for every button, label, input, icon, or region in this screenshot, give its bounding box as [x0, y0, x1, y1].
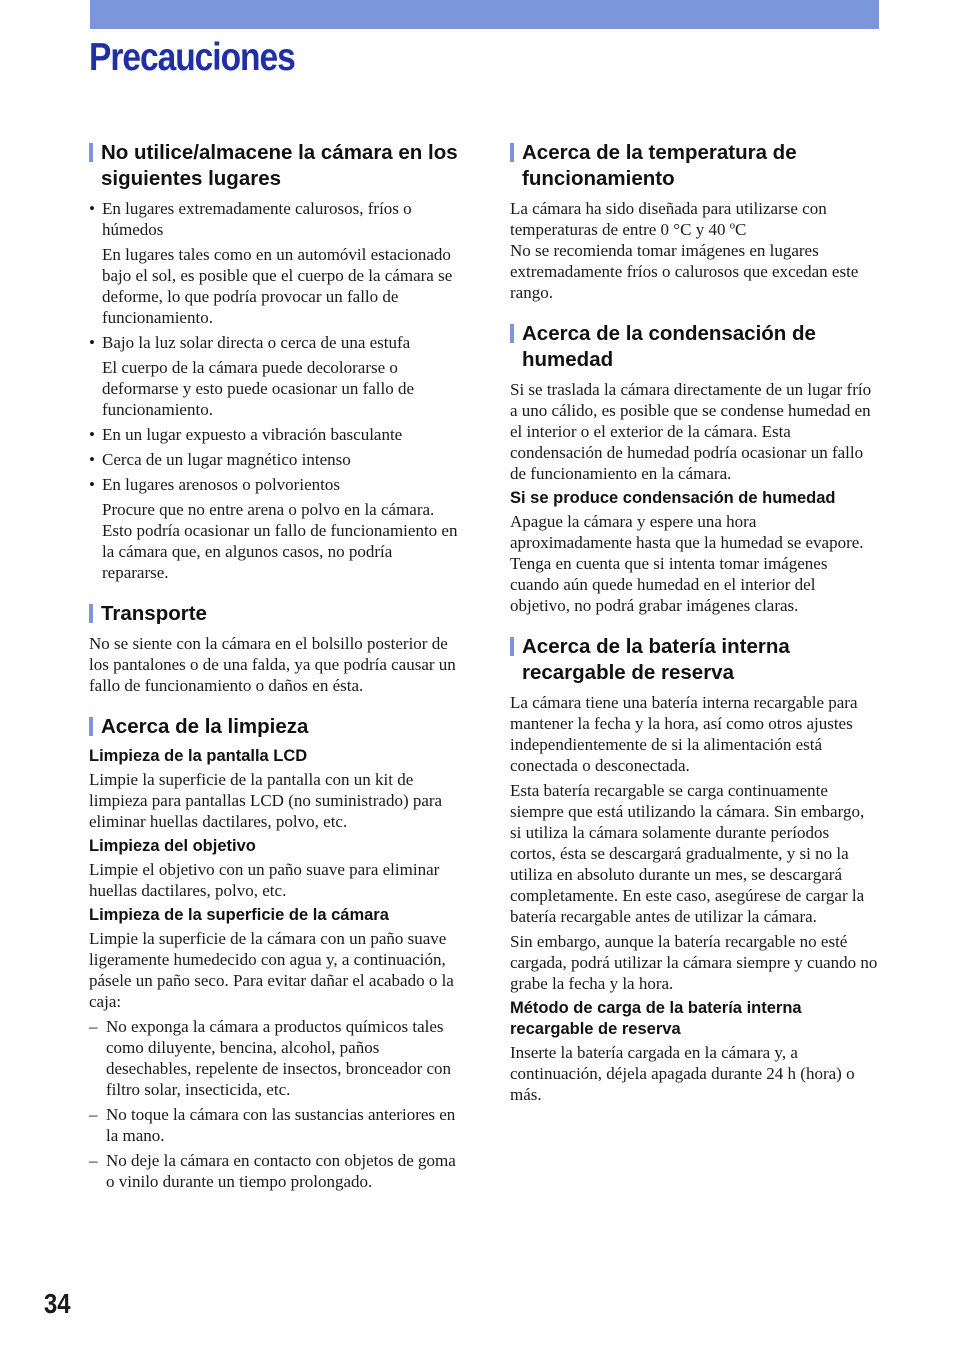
- bullet-list-lugares: [89, 198, 459, 583]
- right-column: [510, 140, 878, 1123]
- paragraph: No se siente con la cámara en el bolsillo posterior de los pantalones o de una falda, ya que podría causar un fallo de funcionamiento o daños en ésta.: [89, 634, 456, 695]
- list-item: [89, 332, 459, 420]
- paragraph: Esta batería recargable se carga continuamente siempre que está utilizando la cámara. Sin embargo, si utiliza la cámara solamente durante períodos cortos, ésta se descargará gradualmente, y si no la utiliza en absoluto durante un mes, se descargará completamente. En este caso, asegúrese de cargar la batería recargable antes de utilizar la cámara.: [510, 781, 865, 926]
- paragraph: Inserte la batería cargada en la cámara y, a continuación, déjela apagada durante 24 h (hora) o más.: [510, 1043, 855, 1104]
- page-number: 34: [44, 1288, 71, 1319]
- paragraph: Si se traslada la cámara directamente de un lugar frío a uno cálido, es posible que se condense humedad en el interior o el exterior de la cámara. Esta condensación de humedad podría ocasionar un fallo de funcionamiento en la cámara.: [510, 380, 872, 483]
- sub-heading-lcd: Limpieza de la pantalla LCD: [89, 747, 308, 765]
- page-title: Precauciones: [89, 36, 295, 79]
- paragraph: No se recomienda tomar imágenes en lugares extremadamente fríos o calurosos que excedan este rango.: [510, 241, 859, 302]
- sub-heading-condensacion: Si se produce condensación de humedad: [510, 489, 836, 507]
- sub-heading-superficie: Limpieza de la superficie de la cámara: [89, 906, 389, 924]
- section-heading-limpieza: Acerca de la limpieza: [89, 714, 459, 740]
- list-item-detail: En lugares tales como en un automóvil estacionado bajo el sol, es posible que el cuerpo de la cámara se deforme, lo que podría provocar un fallo de funcionamiento.: [102, 245, 453, 327]
- section-heading-condensacion: Acerca de la condensación de humedad: [510, 321, 878, 373]
- list-item-text: En lugares extremadamente calurosos, fríos o húmedos: [102, 199, 412, 239]
- paragraph: Apague la cámara y espere una hora aproximadamente hasta que la humedad se evapore. Tenga en cuenta que si intenta tomar imágenes cuando aún quede humedad en el interior del objetivo, no podrá grabar imágenes claras.: [510, 512, 864, 615]
- paragraph: La cámara tiene una batería interna recargable para mantener la fecha y la hora, así como otros ajustes independientemente de si la alimentación está conectada o desconectada.: [510, 693, 858, 775]
- section-heading-bateria: Acerca de la batería interna recargable de reserva: [510, 634, 878, 686]
- paragraph: Limpie la superficie de la cámara con un paño suave ligeramente humedecido con agua y, a continuación, pásele un paño seco. Para evitar dañar el acabado o la caja:: [89, 929, 454, 1011]
- list-item-text: En un lugar expuesto a vibración basculante: [102, 425, 403, 444]
- section-limpieza: [89, 714, 459, 1192]
- list-item-text: En lugares arenosos o polvorientos: [102, 475, 340, 494]
- sub-heading-objetivo: Limpieza del objetivo: [89, 837, 256, 855]
- left-column: [89, 140, 459, 1210]
- section-bateria: [510, 634, 878, 1105]
- list-item: [89, 198, 459, 328]
- list-item: – No deje la cámara en contacto con objetos de goma o vinilo durante un tiempo prolongado.: [89, 1150, 459, 1192]
- list-item: [89, 424, 459, 445]
- paragraph: Limpie la superficie de la pantalla con un kit de limpieza para pantallas LCD (no suministrado) para eliminar huellas dactilares, polvo, etc.: [89, 770, 443, 831]
- section-lugares: [89, 140, 459, 583]
- list-item: [89, 449, 459, 470]
- dash-list-limpieza: [89, 1016, 459, 1192]
- list-item-detail: Procure que no entre arena o polvo en la cámara. Esto podría ocasionar un fallo de funcionamiento en la cámara que, en algunos casos, no podría repararse.: [102, 500, 458, 582]
- section-heading-temperatura: Acerca de la temperatura de funcionamiento: [510, 140, 878, 192]
- paragraph: Sin embargo, aunque la batería recargable no esté cargada, podrá utilizar la cámara siempre y cuando no grabe la fecha y la hora.: [510, 932, 878, 993]
- list-item: – No toque la cámara con las sustancias anteriores en la mano.: [89, 1104, 459, 1146]
- section-condensacion: [510, 321, 878, 616]
- paragraph: Limpie el objetivo con un paño suave para eliminar huellas dactilares, polvo, etc.: [89, 860, 440, 900]
- list-item-text: Cerca de un lugar magnético intenso: [102, 450, 351, 469]
- list-item: [89, 474, 459, 583]
- header-accent-bar: [90, 0, 879, 29]
- list-item-detail: El cuerpo de la cámara puede decolorarse o deformarse y esto puede ocasionar un fallo de funcionamiento.: [102, 358, 415, 419]
- section-transporte: [89, 601, 459, 696]
- section-heading-lugares: No utilice/almacene la cámara en los siguientes lugares: [89, 140, 459, 192]
- paragraph: La cámara ha sido diseñada para utilizarse con temperaturas de entre 0 °C y 40 ºC: [510, 199, 827, 239]
- section-heading-transporte: Transporte: [89, 601, 459, 627]
- list-item: – No exponga la cámara a productos químicos tales como diluyente, bencina, alcohol, paños desechables, repelente de insectos, bronceador con filtro solar, insecticida, etc.: [89, 1016, 459, 1100]
- section-temperatura: [510, 140, 878, 303]
- list-item-text: Bajo la luz solar directa o cerca de una estufa: [102, 333, 411, 352]
- sub-heading-bateria: Método de carga de la batería interna recargable de reserva: [510, 999, 802, 1038]
